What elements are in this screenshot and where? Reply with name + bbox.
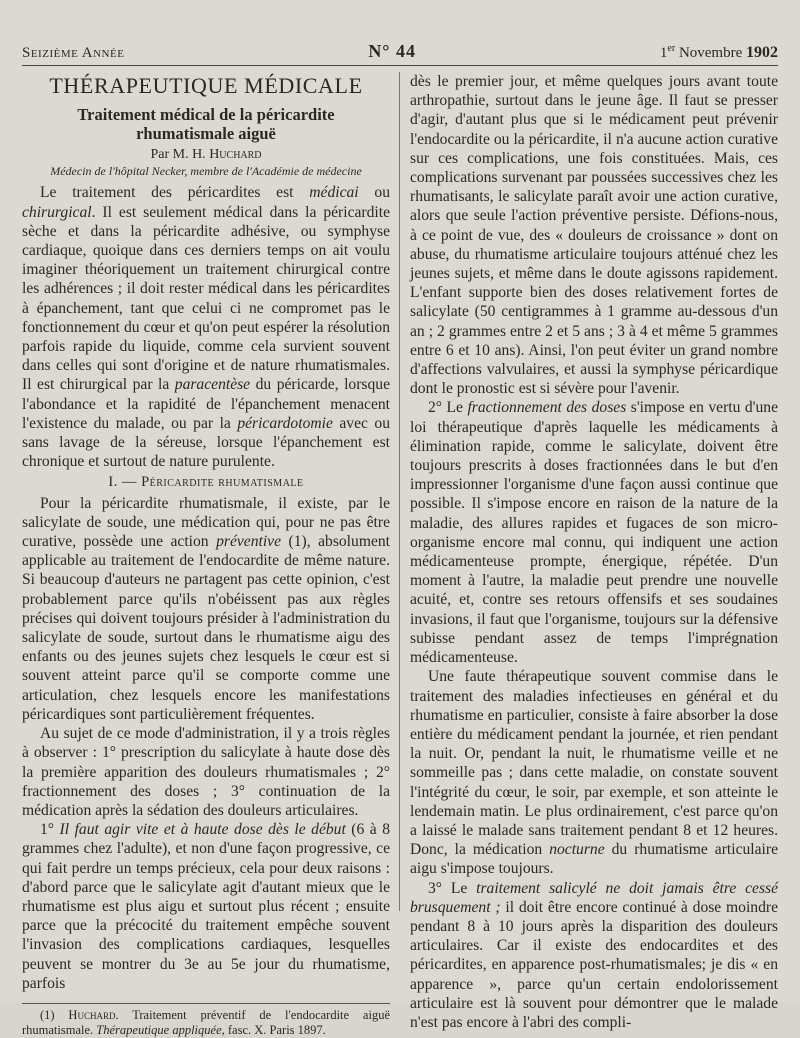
text-run: Le traitement des péricardites est [40, 184, 310, 202]
paragraph [410, 667, 778, 878]
footnote [22, 1008, 390, 1038]
section-title: THÉRAPEUTIQUE MÉDICALE [49, 73, 363, 98]
paragraph [410, 72, 778, 398]
italic-run: nocturne [549, 841, 605, 859]
text-run: (6 à 8 grammes chez l'adulte), et non d'une façon progressive, ce qui fait perdre un temps précieux, cela pour deux raisons : d'abord parce que le salicylate agit d'autant mieux que le rhumatisme est plus aigu et surtout plus récent ; ensuite parce que la précocité du traitement empêche souvent l'invasion des complications cardiaques, lesquelles peuvent se montrer du 3e au 5e jour du rhumatisme, parfois [22, 821, 391, 992]
issue-number: N° 44 [368, 41, 417, 61]
italic-run: Thérapeutique appliquée [96, 1022, 222, 1037]
text-run: 1° [40, 821, 60, 839]
volume-label: Seizième Année [22, 45, 125, 61]
text-run: 2° Le [428, 399, 468, 417]
date-month: Novembre [675, 45, 746, 61]
text-run: . Traitement préventif de l'endocardite aiguë rhumatismale. [22, 1007, 390, 1037]
italic-run: péricardotomie [237, 414, 333, 432]
intro-paragraphs [22, 183, 390, 471]
text-run: Une faute thérapeutique souvent commise dans le traitement des maladies infectieuses en général et du rhumatisme en particulier, consiste à faire absorber la dose entière du médicament pendant la journée, et rien pendant la nuit. Or, pendant la nuit, le rhumatisme veille et ne sommeille pas ; dans cette maladie, on constate souvent l'intégrité du cœur, le soir, par exemple, et son atteinte le lendemain matin. Le plus ordinairement, c'est parce qu'on a laissé le malade sans traitement pendant 8 et 12 heures. Donc, la médication [410, 668, 778, 859]
text-run: s'impose en vertu d'une loi thérapeutique d'après laquelle les médicaments à élimination rapide, comme le salicylate, doivent être toujours prescrits à doses fractionnées dans le but d'en impressionner l'organisme d'une façon aussi continue que possible. Il s'impose encore en raison de la nature de la maladie, des allures rapides et fugaces de son micro-organisme encore mal connu, qui indiquent une action médicamenteuse prompte, énergique, répétée. D'un moment à l'autre, la maladie peut prendre une nouvelle acuité, et, contre ses retours offensifs et ses soudaines invasions, il faut que l'organisme, toujours sur la défensive subisse pendant assez de temps l'imprégnation médicamenteuse. [410, 399, 778, 667]
text-run: dès le premier jour, et même quelques jours avant toute arthropathie, surtout dans le jeune âge. Il faut se presser d'agir, d'autant plus que si le médicament peut prévenir l'endocardite ou la péricardite, il n'a aucune action curative sur ces complications, une fois constituées. Mais, ces complications survenant par poussées successives chez les rhumatisants, le salicylate paraît avoir une action curative, alors que seule l'action préventive persiste. Défions-nous, à ce point de vue, des « douleurs de croissance » dont on abuse, du rhumatisme articulaire toujours atténué chez les jeunes sujets, et même dans le doute agissons rapidement. L'enfant supporte bien des doses relativement fortes de salicylate (50 centigrammes à 1 gramme au-dessous d'un an ; 2 grammes entre 2 et 5 ans ; 3 à 4 et même 5 grammes entre 6 et 10 ans). Ainsi, l'on peut éviter un grand nombre d'affections valvulaires, et aussi la symphyse péricardique dont le pronostic est si sévère pour l'avenir. [410, 73, 778, 398]
author-line [22, 145, 390, 164]
right-column [410, 72, 779, 1031]
italic-run: fractionnement des doses [467, 399, 627, 417]
article-title-line-1: Traitement médical de la péricardite [77, 105, 335, 125]
article-title-line-2: rhumatismale aiguë [136, 124, 276, 144]
left-column [22, 72, 391, 1037]
running-header [22, 36, 778, 66]
text-columns [22, 72, 779, 1037]
paragraph [22, 183, 390, 471]
text-run: avec ou sans lavage de la séreuse, lorsque l'épanchement est chronique et surtout de nature purulente. [22, 414, 391, 471]
paragraph [410, 398, 778, 667]
text-run: Huchard [68, 1007, 116, 1022]
issue-date [660, 43, 778, 62]
text-run: , fasc. X. Paris 1897. [221, 1022, 326, 1037]
text-run: il doit être encore continué à dose moindre pendant 8 à 10 jours après la disparition des douleurs articulaires. Car il existe des endocardites et des péricardites, en apparence post-rhumatismales; je dis « en apparence », parce qu'un certain endolorissement articulaire est là souvent pour démontrer que le malade n'est pas encore à l'abri des compli- [410, 898, 778, 1031]
italic-run: traitement salicylé ne doit jamais être cessé brusquement ; [410, 879, 779, 916]
text-run: Pour la péricardite rhumatismale, il existe, par le salicylate de soude, une médication qui, pour ne pas être curative, possède une action [22, 494, 390, 551]
text-run: . Il est seulement médical dans la péricardite sèche et dans la péricardite adhésive, ou symphyse cardiaque, quoique dans ces derniers temps on ait voulu imaginer théoriquement un traitement chirurgical contre les adhérences ; il doit rester médical dans les péricardites à épanchement, tant que celui ci ne compromet pas le fonctionnement du cœur et qu'on peut espérer la résolution parfois rapide du liquide, comme cela survient souvent dans celles qui sont d'origine et de nature rhumatismales. Il est chirurgical par la [22, 203, 390, 394]
text-run: 3° Le [428, 879, 477, 897]
paragraph [22, 820, 390, 993]
date-suffix: er [667, 43, 676, 54]
paragraph [410, 879, 778, 1033]
text-run: du péricarde, lorsque l'abondance et la rapidité de l'épanchement menacent l'existence du malade, ou par la [22, 376, 390, 432]
footnote-rule [22, 1003, 390, 1004]
text-run: (1), absolument applicable au traitement de l'endocardite de même nature. Si beaucoup d'auteurs ne partagent pas cette opinion, c'est probablement parce qu'ils n'obéissent pas aux règles précises qui doivent toujours présider à l'administration du salicylate de soude, surtout dans le rhumatisme aigu des enfants ou des jeunes sujets chez lesquels le cœur est si souvent atteint parce qu'il se comporte comme une articulation, chez lesquels encore les manifestations péricardiques sont particulièrement fréquentes. [22, 533, 390, 723]
text-run: (1) [40, 1007, 69, 1022]
paragraph [22, 494, 390, 724]
paragraph [22, 724, 390, 820]
author-affiliation: Médecin de l'hôpital Necker, membre de l'Académie de médecine [50, 164, 362, 179]
date-year: 1902 [746, 44, 778, 61]
italic-run: médicai [309, 184, 359, 202]
right-paragraphs [410, 72, 778, 1032]
italic-run: Il faut agir vite et à haute dose dès le début [59, 821, 346, 839]
text-run: ou [358, 184, 390, 202]
italic-run: préventive [216, 533, 282, 551]
section-subheading: I. — Péricardite rhumatismale [108, 474, 304, 491]
author-prefix: Par M. H. [150, 147, 210, 163]
date-day: 1 [659, 45, 668, 61]
italic-run: chirurgical [22, 203, 92, 221]
italic-run: paracentèse [174, 376, 251, 394]
text-run: du rhumatisme articulaire aigu s'impose toujours. [410, 841, 779, 878]
body-paragraphs [22, 494, 390, 993]
text-run: Au sujet de ce mode d'administration, il y a trois règles à observer : 1° prescription du salicylate à haute dose dès la première apparition des douleurs rhumatismales ; 2° fractionnement des doses ; 3° continuation de la médication après la sédation des douleurs articulaires. [22, 725, 390, 819]
author-name: Huchard [209, 147, 262, 163]
